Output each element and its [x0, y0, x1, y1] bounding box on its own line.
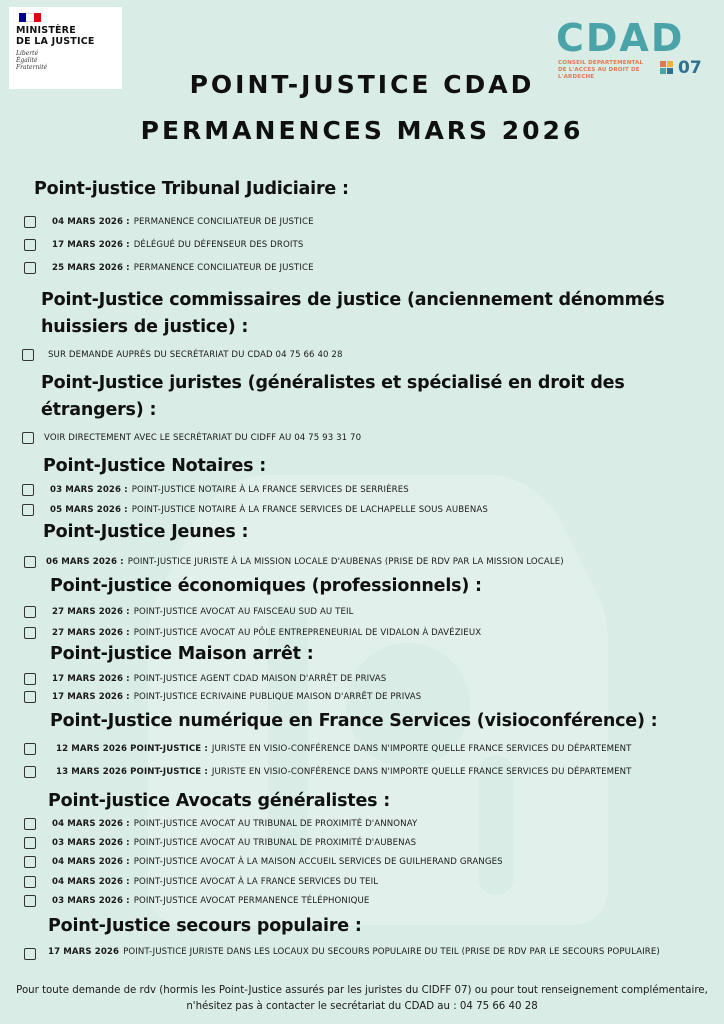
checkbox[interactable] [24, 262, 36, 274]
cdad-logo-number: 07 [678, 58, 702, 78]
list-item: 13 MARS 2026 POINT-JUSTICE : JURISTE EN VISIO-CONFÉRENCE DANS N'IMPORTE QUELLE FRANCE SERVICES DU DÉPARTEMENT [24, 766, 632, 778]
list-item: VOIR DIRECTEMENT AVEC LE SECRÉTARIAT DU CIDFF AU 04 75 93 31 70 [22, 432, 361, 444]
section-heading: Point-justice Maison arrêt : [50, 644, 314, 664]
ministry-name: MINISTÈRE DE LA JUSTICE [16, 25, 95, 47]
checkbox[interactable] [24, 856, 36, 868]
list-item: 04 MARS 2026 : PERMANENCE CONCILIATEUR DE JUSTICE [24, 216, 314, 228]
checkbox[interactable] [24, 743, 36, 755]
checkbox[interactable] [24, 606, 36, 618]
checkbox[interactable] [22, 504, 34, 516]
footer-note: Pour toute demande de rdv (hormis les Point-Justice assurés par les juristes du CIDFF 07) ou pour tout renseignement complémentaire, n'hésitez pas à contacter le secrétariat du CDAD au : 04 75 66 40 28 [16, 985, 708, 1012]
checkbox[interactable] [22, 349, 34, 361]
checkbox[interactable] [22, 484, 34, 496]
list-item: 12 MARS 2026 POINT-JUSTICE : JURISTE EN VISIO-CONFÉRENCE DANS N'IMPORTE QUELLE FRANCE SERVICES DU DÉPARTEMENT [24, 743, 632, 755]
section-heading: Point-Justice commissaires de justice (anciennement dénommés huissiers de justice) : [41, 290, 665, 337]
section-heading: Point-justice Tribunal Judiciaire : [34, 179, 349, 199]
page-subtitle: PERMANENCES MARS 2026 [140, 116, 584, 145]
checkbox[interactable] [24, 948, 36, 960]
section-heading: Point-Justice secours populaire : [48, 916, 362, 936]
checkbox[interactable] [24, 895, 36, 907]
section-heading: Point-justice économiques (professionnels) : [50, 576, 482, 596]
ministry-motto: Liberté Égalité Fraternité [16, 50, 48, 71]
checkbox[interactable] [24, 876, 36, 888]
list-item: 03 MARS 2026 : POINT-JUSTICE AVOCAT PERMANENCE TÉLÉPHONIQUE [24, 895, 369, 907]
section-heading: Point-justice Avocats généralistes : [48, 791, 391, 811]
checkbox[interactable] [24, 239, 36, 251]
checkbox[interactable] [22, 432, 34, 444]
list-item: 04 MARS 2026 : POINT-JUSTICE AVOCAT À LA FRANCE SERVICES DU TEIL [24, 876, 378, 888]
list-item: 17 MARS 2026 : POINT-JUSTICE AGENT CDAD MAISON D'ARRÊT DE PRIVAS [24, 673, 386, 685]
section-heading: Point-Justice Jeunes : [43, 522, 249, 542]
list-item: 27 MARS 2026 : POINT-JUSTICE AVOCAT AU FAISCEAU SUD AU TEIL [24, 606, 354, 618]
checkbox[interactable] [24, 818, 36, 830]
list-item: 04 MARS 2026 : POINT-JUSTICE AVOCAT À LA MAISON ACCUEIL SERVICES DE GUILHERAND GRANGES [24, 856, 503, 868]
checkbox[interactable] [24, 216, 36, 228]
section-heading: Point-Justice Notaires : [43, 456, 267, 476]
list-item: 06 MARS 2026 : POINT-JUSTICE JURISTE À LA MISSION LOCALE D'AUBENAS (PRISE DE RDV PAR LA MISSION LOCALE) [24, 556, 564, 568]
list-item: 25 MARS 2026 : PERMANENCE CONCILIATEUR DE JUSTICE [24, 262, 314, 274]
checkbox[interactable] [24, 691, 36, 703]
list-item: 04 MARS 2026 : POINT-JUSTICE AVOCAT AU TRIBUNAL DE PROXIMITÉ D'ANNONAY [24, 818, 417, 830]
list-item: 03 MARS 2026 : POINT-JUSTICE AVOCAT AU TRIBUNAL DE PROXIMITÉ D'AUBENAS [24, 837, 416, 849]
section-heading: Point-Justice juristes (généralistes et spécialisé en droit des étrangers) : [41, 373, 625, 420]
list-item: 05 MARS 2026 : POINT-JUSTICE NOTAIRE À LA FRANCE SERVICES DE LACHAPELLE SOUS AUBENAS [22, 504, 488, 516]
cdad-logo-word: CDAD [556, 16, 685, 60]
section-heading: Point-Justice numérique en France Services (visioconférence) : [50, 711, 658, 731]
list-item: SUR DEMANDE AUPRÈS DU SECRÉTARIAT DU CDAD 04 75 66 40 28 [22, 349, 343, 361]
checkbox[interactable] [24, 766, 36, 778]
list-item: 17 MARS 2026 : DÉLÉGUÉ DU DÉFENSEUR DES DROITS [24, 239, 303, 251]
list-item: 17 MARS 2026 : POINT-JUSTICE ECRIVAINE PUBLIQUE MAISON D'ARRÊT DE PRIVAS [24, 691, 421, 703]
page-title: POINT-JUSTICE CDAD [189, 70, 535, 99]
list-item: 17 MARS 2026 POINT-JUSTICE JURISTE DANS LES LOCAUX DU SECOURS POPULAIRE DU TEIL (PRISE DE RDV PAR LE SECOURS POPULAIRE) [24, 946, 664, 960]
checkbox[interactable] [24, 837, 36, 849]
list-item: 27 MARS 2026 : POINT-JUSTICE AVOCAT AU PÔLE ENTREPRENEURIAL DE VIDALON À DAVÉZIEUX [24, 627, 481, 639]
french-flag-icon [19, 13, 41, 22]
checkbox[interactable] [24, 627, 36, 639]
list-item: 03 MARS 2026 : POINT-JUSTICE NOTAIRE À LA FRANCE SERVICES DE SERRIÈRES [22, 484, 409, 496]
checkbox[interactable] [24, 673, 36, 685]
cdad-logo-subtitle: CONSEIL DEPARTEMENTAL DE L'ACCES AU DROIT DE L'ARDECHE [558, 60, 644, 80]
checkbox[interactable] [24, 556, 36, 568]
